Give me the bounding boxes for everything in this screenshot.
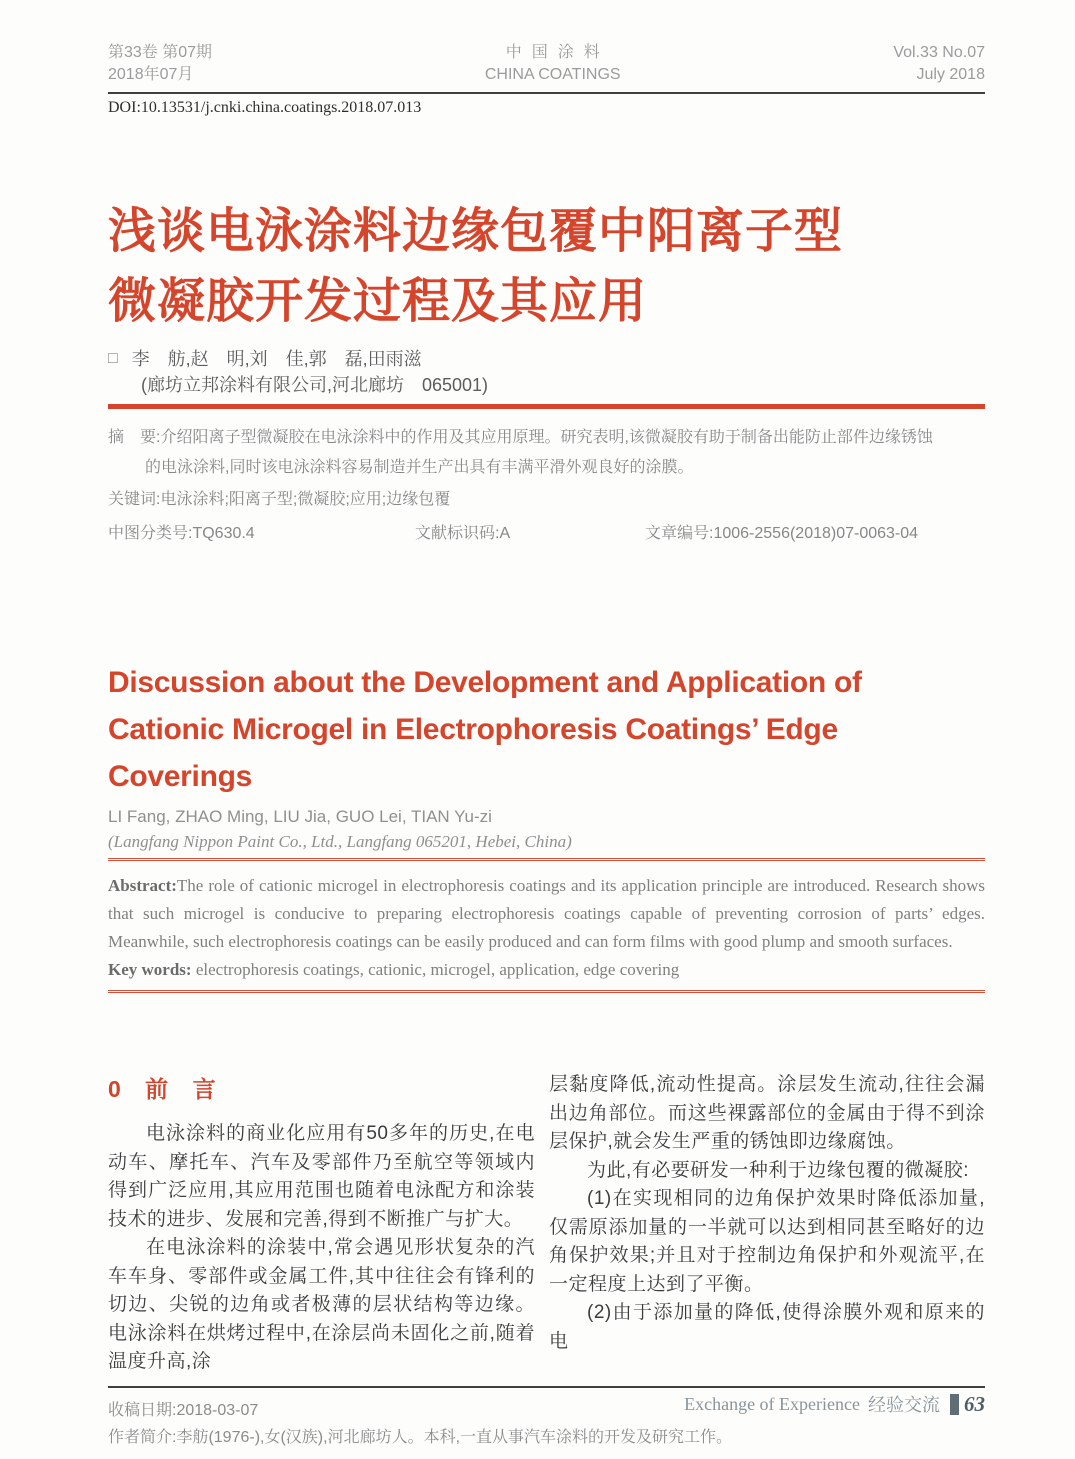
column-name-cn: 经验交流 — [868, 1395, 940, 1415]
keywords-cn: 关键词:电泳涂料;阳离子型;微凝胶;应用;边缘包覆 — [108, 491, 451, 508]
affiliation-cn: (廊坊立邦涂料有限公司,河北廊坊 065001) — [141, 375, 489, 395]
author-marker-icon: □ — [108, 350, 118, 367]
left-column — [108, 1071, 535, 1377]
body-paragraph: 为此,有必要研发一种利于边缘包覆的微凝胶: — [587, 1159, 970, 1181]
abstract-en-label: Abstract: — [108, 876, 177, 895]
journal-name — [485, 42, 621, 86]
author-bio: 作者简介:李舫(1976-),女(汉族),河北廊坊人。本科,一直从事汽车涂料的开发及研究工作。 — [108, 1428, 733, 1446]
journal-name-cn: 中国涂料 — [505, 44, 610, 61]
journal-header — [108, 0, 985, 94]
keywords-en: electrophoresis coatings, cationic, microgel, application, edge covering — [195, 960, 680, 979]
abstract-en — [108, 872, 985, 956]
received-date: 收稿日期:2018-03-07 — [108, 1401, 259, 1419]
doi: DOI:10.13531/j.cnki.china.coatings.2018.07.013 — [108, 99, 422, 116]
keywords-en-row — [108, 956, 985, 984]
classification-row — [108, 519, 985, 549]
authors-cn: 李 舫,赵 明,刘 佳,郭 磊,田雨滋 — [131, 349, 422, 369]
body-paragraph: 在电泳涂料的涂装中,常会遇见形状复杂的汽车车身、零部件或金属工件,其中往往会有锋利的切边、尖锐的边角或者极薄的层状结构等边缘。电泳涂料在烘烤过程中,在涂层尚未固化之前,随着温度升高,涂 — [108, 1237, 535, 1372]
body-paragraph: 电泳涂料的商业化应用有50多年的历史,在电动车、摩托车、汽车及零部件乃至航空等领域内得到广泛应用,其应用范围也随着电泳配方和涂装技术的进步、发展和完善,得到不断推广与扩大。 — [108, 1123, 535, 1230]
body-paragraph: (2)由于添加量的降低,使得涂膜外观和原来的电 — [549, 1302, 985, 1352]
abstract-cn-line1 — [108, 423, 985, 453]
issue-date-en: July 2018 — [916, 66, 985, 83]
volume-no-en: Vol.33 No.07 — [893, 44, 985, 61]
section-0-heading: 0 前 言 — [108, 1076, 222, 1102]
page-footer — [684, 1391, 985, 1417]
abstract-cn-line2: 的电泳涂料,同时该电泳涂料容易制造并生产出具有丰满平滑外观良好的涂膜。 — [145, 459, 694, 476]
issue-date-cn: 2018年07月 — [108, 66, 194, 83]
abstract-en-text: The role of cationic microgel in electrophoresis coatings and its application principle are introduced. Research shows that such microgel is conducive to preparing electrophoresis coatings capable of preventing corrosion of parts’ edges. Meanwhile, such electrophoresis coatings can be easily produced and can form films with good plump and smooth surfaces. — [108, 876, 985, 951]
header-issue-info — [108, 42, 212, 86]
body-columns — [108, 1071, 985, 1377]
red-rule-thin-bottom — [108, 990, 985, 993]
journal-name-en: CHINA COATINGS — [484, 66, 621, 83]
body-paragraph: (1)在实现相同的边角保护效果时降低添加量,仅需原添加量的一半就可以达到相同甚至略好的边角保护效果;并且对于控制边角保护和外观流平,在一定程度上达到了平衡。 — [549, 1188, 985, 1295]
abstract-cn-block — [108, 423, 985, 549]
affiliation-en: (Langfang Nippon Paint Co., Ltd., Langfang 065201, Hebei, China) — [108, 832, 572, 851]
body-paragraph: 层黏度降低,流动性提高。涂层发生流动,往往会漏出边角部位。而这些裸露部位的金属由于得不到涂层保护,就会发生严重的锈蚀即边缘腐蚀。 — [549, 1074, 985, 1152]
red-rule-thick — [108, 404, 985, 409]
article-number: 文章编号:1006-2556(2018)07-0063-04 — [645, 525, 919, 542]
article-title-en: Discussion about the Development and Application of Cationic Microgel in Electrophoresis Coatings’ Edge Coverings — [108, 666, 862, 793]
right-column — [549, 1071, 985, 1377]
page-number-bar — [950, 1394, 959, 1415]
footnote-divider — [108, 1386, 985, 1388]
keywords-en-label: Key words: — [108, 960, 192, 979]
page-number: 63 — [964, 1391, 985, 1416]
clc-number: 中图分类号:TQ630.4 — [108, 525, 255, 542]
red-rule-thin-top — [108, 858, 985, 861]
document-code: 文献标识码:A — [415, 525, 511, 542]
article-title-cn — [108, 197, 985, 337]
volume-issue: 第33卷 第07期 — [108, 44, 213, 61]
column-name-en: Exchange of Experience — [684, 1393, 860, 1414]
authors-cn-row — [108, 347, 985, 371]
article-title-cn-line2: 微凝胶开发过程及其应用 — [108, 275, 648, 328]
header-volume-info — [893, 42, 985, 86]
authors-en: LI Fang, ZHAO Ming, LIU Jia, GUO Lei, TIAN Yu-zi — [108, 807, 492, 826]
abstract-cn-text1: 介绍阳离子型微凝胶在电泳涂料中的作用及其应用原理。研究表明,该微凝胶有助于制备出能防止部件边缘锈蚀 — [160, 429, 933, 446]
abstract-cn-label: 摘 要: — [108, 429, 161, 446]
article-title-cn-line1: 浅谈电泳涂料边缘包覆中阳离子型 — [108, 205, 844, 258]
